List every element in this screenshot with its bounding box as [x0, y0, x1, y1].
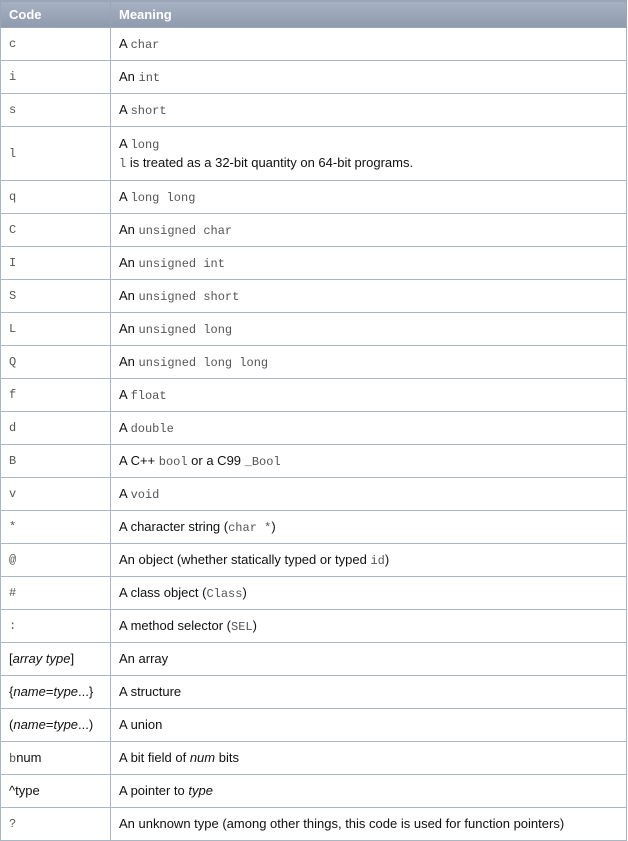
meaning-text: A pointer to: [119, 783, 189, 798]
code-placeholder: type: [53, 684, 79, 699]
table-row: [1, 94, 627, 127]
meaning-text: A character string (: [119, 518, 229, 534]
meaning-cell: [111, 61, 627, 94]
meaning-placeholder: type: [188, 783, 213, 798]
code-cell: #: [1, 577, 111, 610]
table-row: [1, 478, 627, 511]
meaning-text: An: [119, 320, 139, 336]
table-row: [1, 379, 627, 412]
code-cell: *: [1, 511, 111, 544]
meaning-text: A method selector (: [119, 617, 231, 633]
code-text: ...}: [78, 684, 94, 699]
type-keyword: unsigned int: [138, 256, 225, 271]
header-code: Code: [1, 1, 111, 28]
table-row: [1, 28, 627, 61]
table-row: [1, 412, 627, 445]
code-text: =: [45, 717, 54, 732]
code-cell: [1, 709, 111, 742]
meaning-cell: [111, 28, 627, 61]
table-row: [1, 61, 627, 94]
meaning-cell: [111, 181, 627, 214]
table-row: [1, 127, 627, 181]
meaning-cell: [111, 610, 627, 643]
code-cell: i: [1, 61, 111, 94]
meaning-text: A bit field of: [119, 750, 190, 765]
table-row: [1, 544, 627, 577]
note-keyword: l: [119, 156, 127, 171]
type-keyword: int: [138, 70, 161, 85]
type-keyword: char *: [228, 520, 272, 535]
table-row: [1, 643, 627, 676]
meaning-text: An: [119, 68, 139, 84]
note-text: is treated as a 32-bit quantity on 64-bit programs.: [126, 154, 414, 170]
type-keyword: double: [130, 421, 174, 436]
code-placeholder: name: [13, 717, 46, 732]
code-cell: :: [1, 610, 111, 643]
code-cell: [1, 643, 111, 676]
meaning-cell: [111, 742, 627, 775]
table-row: [1, 214, 627, 247]
type-keyword: long: [130, 137, 160, 152]
meaning-cell: [111, 643, 627, 676]
code-cell: I: [1, 247, 111, 280]
table-row: [1, 775, 627, 808]
meaning-cell: [111, 544, 627, 577]
meaning-text: ): [252, 617, 257, 633]
code-cell: @: [1, 544, 111, 577]
table-row: [1, 445, 627, 478]
code-cell: c: [1, 28, 111, 61]
code-cell: q: [1, 181, 111, 214]
code-text: (: [9, 717, 14, 732]
code-cell: l: [1, 127, 111, 181]
meaning-text: An unknown type (among other things, this code is used for function pointers): [119, 816, 565, 831]
code-placeholder: name: [13, 684, 46, 699]
meaning-text: or a C99: [187, 452, 245, 468]
code-cell: v: [1, 478, 111, 511]
type-keyword: unsigned short: [138, 289, 240, 304]
meaning-text: A structure: [119, 684, 182, 699]
code-cell: s: [1, 94, 111, 127]
type-keyword: unsigned char: [138, 223, 233, 238]
meaning-text: A: [119, 485, 131, 501]
meaning-cell: [111, 247, 627, 280]
meaning-text: A: [119, 419, 131, 435]
type-keyword: id: [370, 553, 385, 568]
code-placeholder: type: [53, 717, 79, 732]
code-text: ^type: [9, 783, 40, 798]
meaning-cell: [111, 346, 627, 379]
table-row: [1, 742, 627, 775]
meaning-text: bits: [215, 750, 239, 765]
type-keyword: long long: [130, 190, 196, 205]
type-keyword: void: [130, 487, 160, 502]
code-placeholder: num: [16, 749, 42, 765]
code-cell: [1, 676, 111, 709]
meaning-text: A: [119, 135, 131, 151]
meaning-text: A: [119, 35, 131, 51]
meaning-text: A union: [119, 717, 163, 732]
type-keyword: short: [130, 103, 167, 118]
table-row: [1, 181, 627, 214]
code-text: =: [45, 684, 54, 699]
meaning-cell: [111, 214, 627, 247]
code-text: ]: [70, 651, 75, 666]
table-row: [1, 313, 627, 346]
type-keyword: SEL: [231, 619, 253, 634]
meaning-text: A: [119, 188, 131, 204]
type-keyword: float: [130, 388, 167, 403]
meaning-cell: [111, 94, 627, 127]
meaning-text: ): [384, 551, 390, 567]
code-cell: L: [1, 313, 111, 346]
code-text: [: [9, 651, 13, 666]
code-cell: B: [1, 445, 111, 478]
type-keyword: Class: [206, 586, 243, 601]
meaning-text: An: [119, 287, 139, 303]
code-cell: ?: [1, 808, 111, 841]
meaning-cell: [111, 313, 627, 346]
meaning-placeholder: num: [189, 750, 216, 765]
code-placeholder: array type: [12, 651, 71, 666]
meaning-cell: [111, 511, 627, 544]
code-cell: S: [1, 280, 111, 313]
table-row: [1, 709, 627, 742]
meaning-text: A C++: [119, 452, 159, 468]
code-text: ...): [78, 717, 94, 732]
meaning-cell: [111, 676, 627, 709]
table-row: [1, 247, 627, 280]
table-row: [1, 511, 627, 544]
meaning-cell: [111, 379, 627, 412]
meaning-text: ): [271, 518, 276, 534]
code-text: b: [9, 751, 17, 766]
meaning-text: An: [119, 254, 139, 270]
header-meaning: Meaning: [111, 1, 627, 28]
meaning-text: A: [119, 386, 131, 402]
meaning-text: An: [119, 353, 139, 369]
meaning-cell: [111, 709, 627, 742]
type-keyword: unsigned long: [138, 322, 233, 337]
meaning-cell: [111, 577, 627, 610]
meaning-cell: [111, 127, 627, 181]
meaning-text: A: [119, 101, 131, 117]
table-row: [1, 280, 627, 313]
meaning-cell: [111, 775, 627, 808]
type-keyword: char: [130, 37, 160, 52]
meaning-cell: [111, 280, 627, 313]
code-cell: d: [1, 412, 111, 445]
type-keyword: unsigned long long: [138, 355, 269, 370]
meaning-cell: [111, 445, 627, 478]
meaning-cell: [111, 808, 627, 841]
meaning-text: A class object (: [119, 584, 207, 600]
table-row: [1, 346, 627, 379]
code-cell: [1, 742, 111, 775]
meaning-cell: [111, 478, 627, 511]
meaning-text: An: [119, 221, 139, 237]
header-row: [1, 1, 627, 28]
table-row: [1, 808, 627, 841]
meaning-cell: [111, 412, 627, 445]
code-cell: C: [1, 214, 111, 247]
code-cell: Q: [1, 346, 111, 379]
table-row: [1, 676, 627, 709]
meaning-text: An array: [119, 651, 169, 666]
type-keyword: _Bool: [244, 454, 281, 469]
meaning-text: An object (whether statically typed or typed: [119, 551, 371, 567]
code-cell: [1, 775, 111, 808]
code-text: {: [9, 684, 14, 699]
table-row: [1, 610, 627, 643]
meaning-text: ): [242, 584, 247, 600]
table-row: [1, 577, 627, 610]
code-cell: f: [1, 379, 111, 412]
type-keyword: bool: [158, 454, 188, 469]
